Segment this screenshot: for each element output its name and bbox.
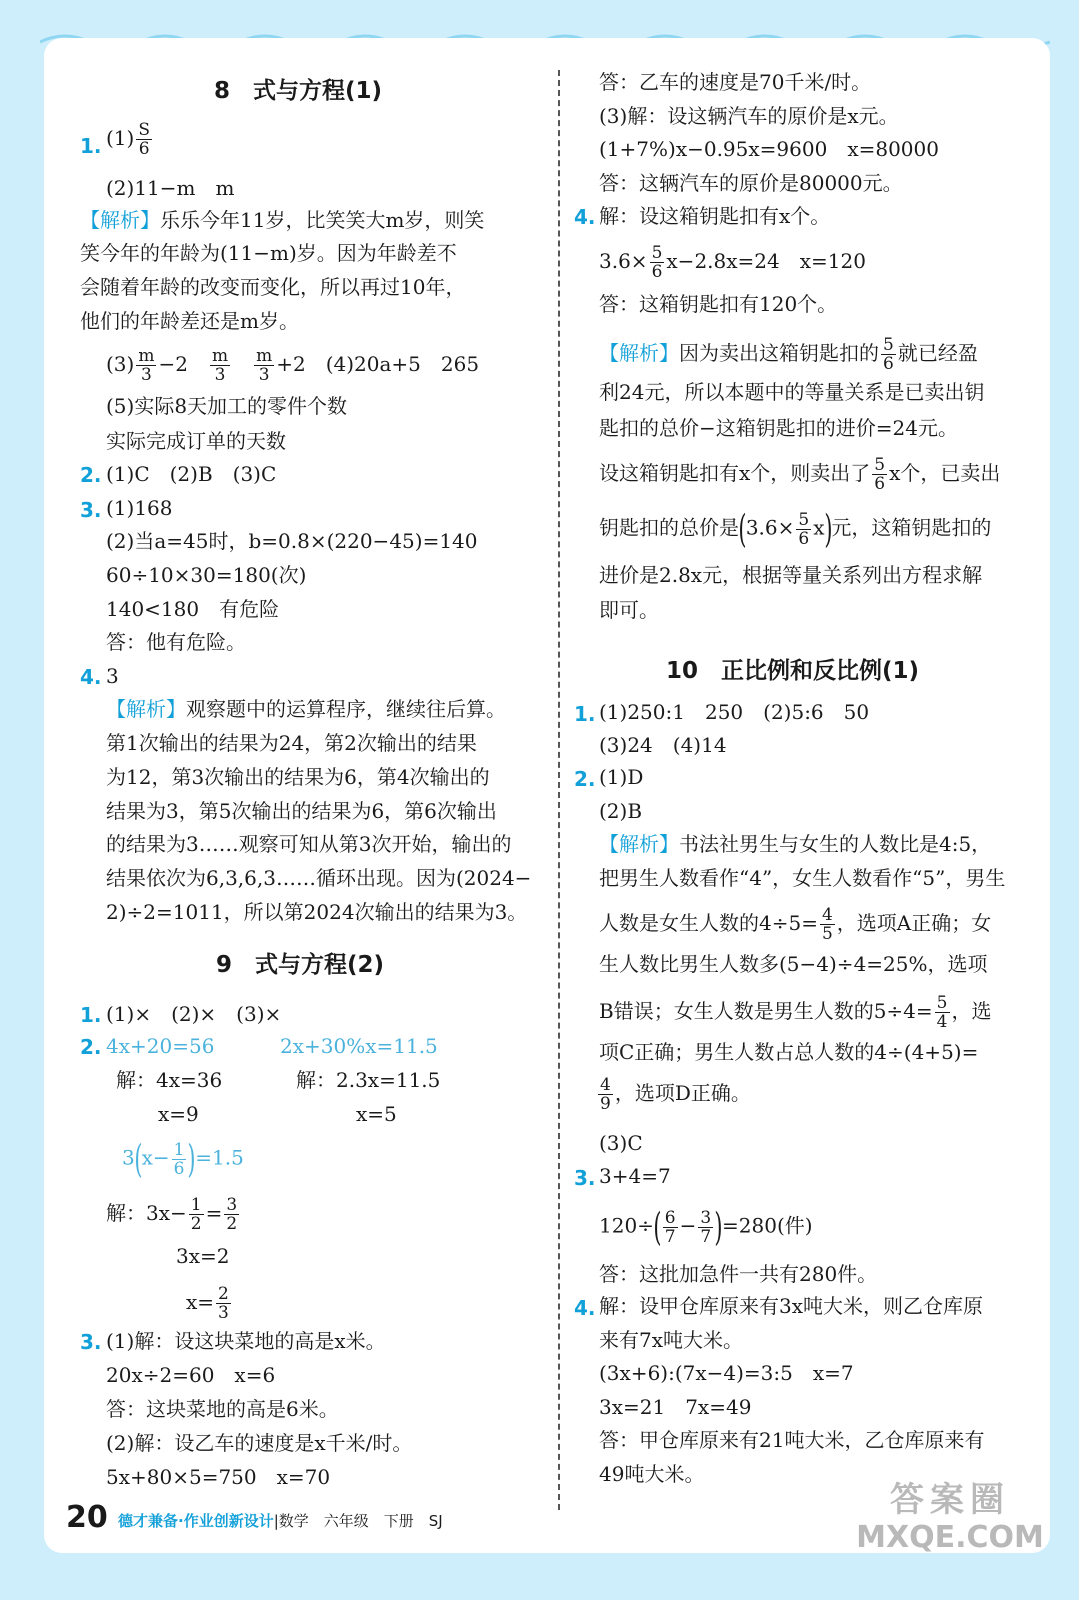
s9-q2-res1: x=9: [158, 1102, 199, 1126]
s10-q2-analysis-1: 【解析】书法社男生与女生的人数比是4:5，: [599, 832, 992, 856]
s9-q2-res2: x=5: [356, 1102, 397, 1126]
s9-q2-res3: x= $\frac{2}{3}$: [186, 1284, 229, 1323]
q1-part2: (2)11−m m: [106, 176, 235, 200]
r-line6: 3.6× $\frac{5}{6}$ x−2.8x=24 x=120: [599, 243, 866, 282]
s9-q1-number: 1.: [80, 1003, 102, 1027]
page-number: 20: [66, 1500, 108, 1535]
q3-line1: (1)168: [106, 496, 173, 520]
s10-q1-number: 1.: [574, 702, 596, 726]
q1-part5b: 实际完成订单的天数: [106, 429, 286, 453]
q1-part3-4: (3) $\frac{m}{3}$ −2 $\frac{m}{3}$ $\frac{m}{3}$ +2 (4)20a+5 265: [106, 346, 480, 385]
s10-q1-line1: (1)250:1 250 (2)5:6 50: [599, 700, 870, 724]
s9-q2-eq2: 2x+30%x=11.5: [280, 1034, 438, 1058]
q4-number: 4.: [80, 665, 102, 689]
s10-q4-line5: 答：甲仓库原来有21吨大米，乙仓库原来有: [599, 1428, 985, 1452]
s9-q2-eq1: 4x+20=56: [106, 1034, 215, 1058]
s10-q2-analysis-6: 项C正确；男生人数占总人数的4÷(4+5)=: [599, 1040, 979, 1064]
s10-q2-analysis-5: B错误；女生人数是男生人数的5÷4= $\frac{5}{4}$ ，选: [599, 993, 992, 1032]
s10-q4-line4: 3x=21 7x=49: [599, 1395, 752, 1419]
s10-q3-line2: 120÷( $\frac{6}{7}$ − $\frac{3}{7}$ )=280(件): [599, 1205, 813, 1249]
watermark-logo: 答案圈 MXQE.COM: [856, 1480, 1044, 1555]
q3-line4: 140<180 有危险: [106, 597, 280, 621]
s10-q2-analysis-7: $\frac{4}{9}$ ，选项D正确。: [600, 1075, 751, 1114]
s10-q2-number: 2.: [574, 767, 596, 791]
s10-q2-line2: (2)B: [599, 799, 643, 823]
s10-q3-number: 3.: [574, 1166, 596, 1190]
s10-q3-line1: 3+4=7: [599, 1164, 671, 1188]
s9-q2-number: 2.: [80, 1035, 102, 1059]
s9-q3-line1: (1)解：设这块菜地的高是x米。: [106, 1329, 386, 1353]
s9-q2-sol3: 解：3x− $\frac{1}{2}$ = $\frac{3}{2}$: [106, 1195, 238, 1234]
book-title: 德才兼备·作业创新设计|数学 六年级 下册 SJ: [118, 1512, 443, 1530]
q4-answer: 3: [106, 664, 119, 688]
s10-q3-line3: 答：这批加急件一共有280件。: [599, 1262, 878, 1286]
q1-analysis-4: 他们的年龄差还是m岁。: [80, 309, 299, 333]
q1-analysis-3: 会随着年龄的改变而变化，所以再过10年，: [80, 275, 466, 299]
r-analysis-6: 进价是2.8x元，根据等量关系列出方程求解: [599, 563, 983, 587]
q3-line2: (2)当a=45时，b=0.8×(220−45)=140: [106, 529, 478, 553]
s9-q1-answer: (1)× (2)× (3)×: [106, 1002, 282, 1026]
s10-q2-line1: (1)D: [599, 765, 644, 789]
q1-part1: (1) $\frac{S}{6}$: [106, 120, 150, 159]
q4-analysis-6: 结果依次为6,3,6,3……循环出现。因为(2024−: [106, 866, 532, 890]
q3-line3: 60÷10×30=180(次): [106, 563, 307, 587]
s9-q3-line3: 答：这块菜地的高是6米。: [106, 1397, 339, 1421]
s9-q2-eq3: 3(x− $\frac{1}{6}$ )=1.5: [122, 1137, 244, 1181]
s10-q4-line2: 来有7x吨大米。: [599, 1328, 744, 1352]
r-line3: (1+7%)x−0.95x=9600 x=80000: [599, 137, 939, 161]
q1-analysis-2: 笑今年的年龄为(11−m)岁。因为年龄差不: [80, 241, 457, 265]
s9-q2-sol1: 解：4x=36: [116, 1068, 223, 1092]
section-9-heading: 9 式与方程(2): [216, 952, 385, 978]
s9-q3-number: 3.: [80, 1330, 102, 1354]
section-8-heading: 8 式与方程(1): [214, 78, 383, 104]
r-line1: 答：乙车的速度是70千米/时。: [599, 70, 872, 94]
s10-q4-line1: 解：设甲仓库原来有3x吨大米，则乙仓库原: [599, 1294, 984, 1318]
section-10-heading: 10 正比例和反比例(1): [666, 658, 920, 684]
r-analysis-5: 钥匙扣的总价是(3.6× $\frac{5}{6}$ x)元，这箱钥匙扣的: [599, 507, 992, 551]
r-analysis-4: 设这箱钥匙扣有x个，则卖出了 $\frac{5}{6}$ x个，已卖出: [599, 455, 1001, 494]
s9-q2-sol2: 解：2.3x=11.5: [296, 1068, 441, 1092]
q1-part5: (5)实际8天加工的零件个数: [106, 394, 348, 418]
s10-q4-number: 4.: [574, 1296, 596, 1320]
s10-q2-line3: (3)C: [599, 1131, 643, 1155]
q4-analysis-5: 的结果为3……观察可知从第3次开始，输出的: [106, 832, 512, 856]
s9-q3-line4: (2)解：设乙车的速度是x千米/时。: [106, 1431, 413, 1455]
r-q4-number: 4.: [574, 205, 596, 229]
s10-q2-analysis-2: 把男生人数看作“4”，女生人数看作“5”，男生: [599, 866, 1006, 890]
q3-number: 3.: [80, 498, 102, 522]
s10-q1-line2: (3)24 (4)14: [599, 733, 727, 757]
s10-q4-line6: 49吨大米。: [599, 1462, 705, 1486]
s10-q2-analysis-4: 生人数比男生人数多(5−4)÷4=25%，选项: [599, 952, 988, 976]
r-line4: 答：这辆汽车的原价是80000元。: [599, 171, 903, 195]
q4-analysis-4: 结果为3，第5次输出的结果为6，第6次输出: [106, 799, 497, 823]
q4-analysis-3: 为12，第3次输出的结果为6，第4次输出的: [106, 765, 490, 789]
s9-q3-line2: 20x÷2=60 x=6: [106, 1363, 276, 1387]
q2-number: 2.: [80, 463, 102, 487]
s10-q2-analysis-3: 人数是女生人数的4÷5= $\frac{4}{5}$ ，选项A正确；女: [599, 905, 992, 944]
column-divider: [558, 70, 560, 1510]
q3-line5: 答：他有危险。: [106, 630, 246, 654]
r-analysis-2: 利24元，所以本题中的等量关系是已卖出钥: [599, 380, 985, 404]
r-line7: 答：这箱钥匙扣有120个。: [599, 292, 838, 316]
q1-number: 1.: [80, 134, 102, 158]
s9-q3-line5: 5x+80×5=750 x=70: [106, 1465, 331, 1489]
r-line2: (3)解：设这辆汽车的原价是x元。: [599, 104, 899, 128]
r-analysis-7: 即可。: [599, 598, 659, 622]
paper-sheet: [44, 38, 1050, 1553]
q4-analysis-7: 2)÷2=1011，所以第2024次输出的结果为3。: [106, 900, 528, 924]
r-analysis-3: 匙扣的总价−这箱钥匙扣的进价=24元。: [599, 416, 958, 440]
s10-q4-line3: (3x+6):(7x−4)=3:5 x=7: [599, 1361, 854, 1385]
s9-q2-step: 3x=2: [176, 1244, 230, 1268]
r-analysis-1: 【解析】因为卖出这箱钥匙扣的 $\frac{5}{6}$ 就已经盈: [599, 335, 978, 374]
q2-answer: (1)C (2)B (3)C: [106, 462, 277, 486]
q1-analysis-1: 【解析】乐乐今年11岁，比笑笑大m岁，则笑: [80, 208, 485, 232]
r-line5: 解：设这箱钥匙扣有x个。: [599, 204, 831, 228]
q4-analysis-1: 【解析】观察题中的运算程序，继续往后算。: [106, 697, 506, 721]
q4-analysis-2: 第1次输出的结果为24，第2次输出的结果: [106, 731, 477, 755]
